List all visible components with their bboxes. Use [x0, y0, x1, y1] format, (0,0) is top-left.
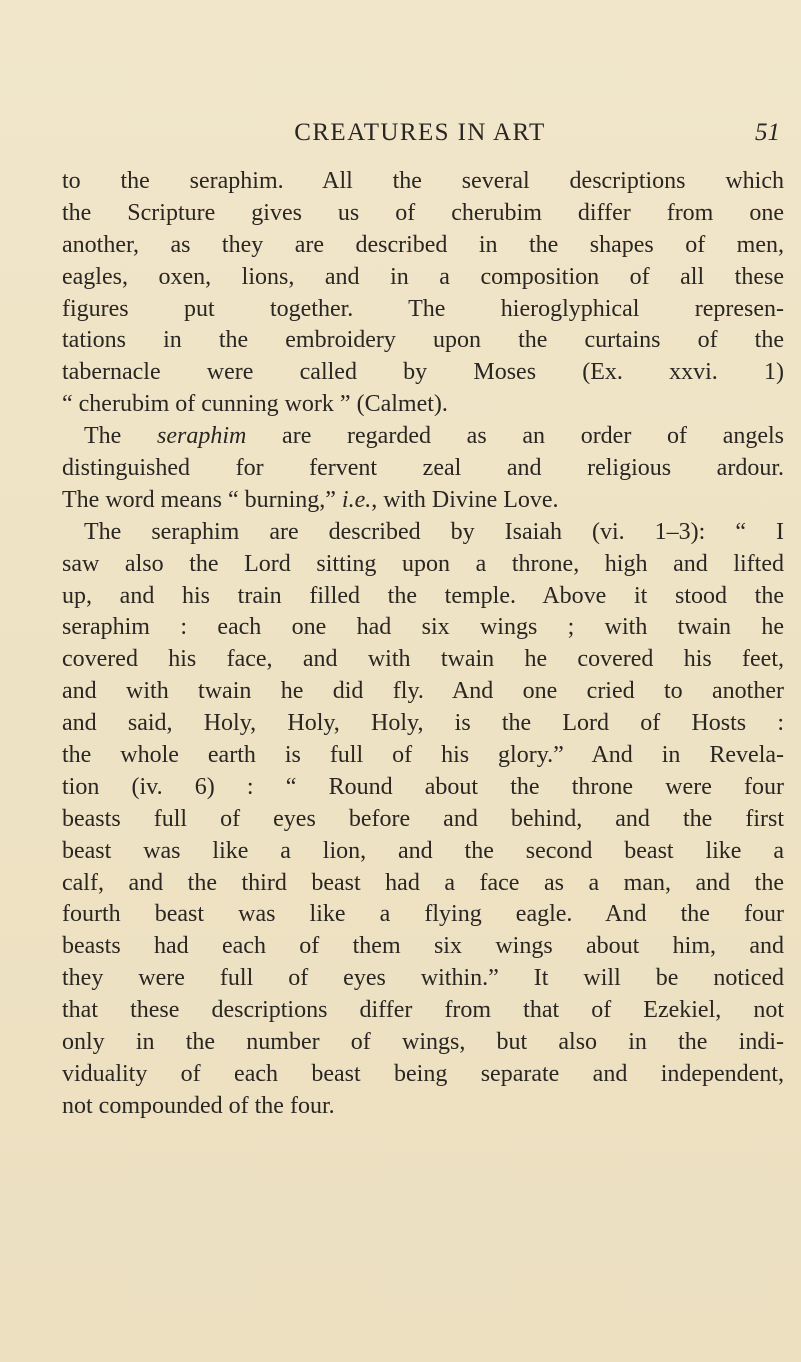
text-line: saw also the Lord sitting upon a throne, high and lifted: [62, 550, 784, 577]
text-line: beasts full of eyes before and behind, and the first: [62, 805, 784, 832]
page-number: 51: [755, 119, 780, 146]
text-line: only in the number of wings, but also in the indi-: [62, 1029, 784, 1056]
text-line: [62, 421, 784, 453]
text-line: they were full of eyes within.” It will be noticed: [62, 965, 784, 992]
text-line: distinguished for fervent zeal and religious ardour.: [62, 455, 784, 482]
text-line: covered his face, and with twain he covered his feet,: [62, 646, 784, 673]
text-line: tion (iv. 6) : “ Round about the throne were four: [62, 773, 784, 800]
text-line: another, as they are described in the shapes of men,: [62, 231, 784, 258]
text-run: , with Divine Love.: [371, 486, 559, 513]
text-line: [62, 485, 784, 517]
text-line: the whole earth is full of his glory.” And in Revela-: [62, 742, 784, 769]
text-line: beast was like a lion, and the second beast like a: [62, 837, 784, 864]
italic-term: i.e.: [341, 486, 372, 513]
text-line: that these descriptions differ from that of Ezekiel, not: [62, 997, 784, 1024]
text-line: fourth beast was like a flying eagle. And the four: [62, 901, 784, 928]
text-run: The word means “ burning,”: [62, 486, 342, 513]
text-line: figures put together. The hieroglyphical represen-: [62, 295, 784, 322]
text-line: tations in the embroidery upon the curtains of the: [62, 327, 784, 354]
text-line: to the seraphim. All the several descriptions which: [62, 168, 784, 194]
text-run: The: [84, 423, 158, 450]
text-line: not compounded of the four.: [62, 1092, 335, 1119]
text-line: The seraphim are described by Isaiah (vi. 1–3): “ I: [84, 518, 784, 545]
text-line: beasts had each of them six wings about him, and: [62, 933, 784, 960]
text-line: the Scripture gives us of cherubim differ from one: [62, 199, 784, 226]
body-text: [62, 166, 784, 1123]
running-title: CREATURES IN ART: [294, 119, 546, 146]
text-line: and with twain he did fly. And one cried to another: [62, 678, 784, 705]
italic-term: seraphim: [157, 423, 247, 450]
running-head: [60, 116, 780, 150]
text-line: eagles, oxen, lions, and in a composition of all these: [62, 263, 784, 290]
text-line: calf, and the third beast had a face as a man, and the: [62, 869, 784, 896]
text-line: and said, Holy, Holy, Holy, is the Lord of Hosts :: [62, 710, 784, 737]
text-line: up, and his train filled the temple. Above it stood the: [62, 582, 784, 609]
text-line: seraphim : each one had six wings ; with twain he: [62, 614, 784, 641]
text-line: viduality of each beast being separate and independent,: [62, 1060, 784, 1087]
text-line: tabernacle were called by Moses (Ex. xxvi. 1): [62, 359, 784, 386]
text-line: “ cherubim of cunning work ” (Calmet).: [62, 391, 448, 418]
text-run: are regarded as an order of angels: [246, 423, 785, 450]
